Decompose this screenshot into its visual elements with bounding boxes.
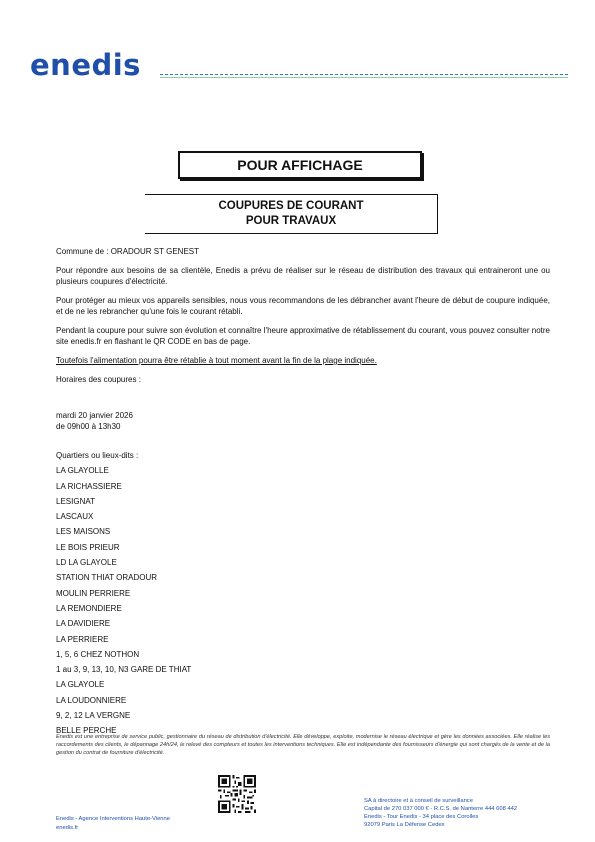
- commune-line: Commune de : ORADOUR ST GENEST: [56, 247, 199, 256]
- list-item: BELLE PERCHE: [56, 726, 117, 736]
- list-item: LE BOIS PRIEUR: [56, 542, 120, 552]
- list-item: LA DAVIDIERE: [56, 619, 111, 629]
- list-item: LA REMONDIERE: [56, 603, 122, 613]
- outage-date: mardi 20 janvier 2026: [56, 411, 133, 420]
- notice-body: [56, 246, 550, 393]
- list-item: LA GLAYOLLE: [56, 466, 109, 476]
- list-item: LESIGNAT: [56, 496, 95, 506]
- agency-info: [56, 815, 170, 833]
- enedis-logo: enedis: [30, 48, 141, 82]
- list-item: LA RICHASSIERE: [56, 481, 122, 491]
- list-item: LA GLAYOLE: [56, 680, 105, 690]
- horaires-label: Horaires des coupures :: [56, 375, 141, 384]
- company-line-2: Capital de 270 037 000 € - R.C.S. de Nanterre 444 608 442: [364, 806, 518, 812]
- outage-schedule: [56, 410, 133, 432]
- list-item: MOULIN PERRIERE: [56, 588, 131, 598]
- list-item: LD LA GLAYOLE: [56, 558, 117, 568]
- outage-time: de 09h00 à 13h30: [56, 422, 121, 431]
- agency-name: Enedis - Agence Interventions Haute-Vienne: [56, 816, 170, 822]
- company-info: [364, 797, 517, 829]
- header-divider-accent: [160, 77, 568, 78]
- quartiers-list: [56, 448, 191, 739]
- subtitle-line-1: COUPURES DE COURANT: [218, 200, 364, 212]
- quartiers-label: Quartiers ou lieux-dits :: [56, 451, 139, 460]
- page-title: POUR AFFICHAGE: [178, 151, 422, 179]
- list-item: STATION THIAT ORADOUR: [56, 573, 158, 583]
- subtitle-box: [145, 194, 438, 234]
- list-item: 9, 2, 12 LA VERGNE: [56, 711, 131, 721]
- list-item: LA LOUDONNIERE: [56, 695, 127, 705]
- paragraph-protection: Pour protéger au mieux vos appareils sensibles, nous vous recommandons de les débrancher avant l'heure de début de coupure indiquée, et de ne les rebrancher qu'une fois le courant rétabli.: [56, 296, 550, 316]
- list-item: 1, 5, 6 CHEZ NOTHON: [56, 649, 140, 659]
- subtitle-line-2: POUR TRAVAUX: [245, 215, 337, 227]
- paragraph-qr-info: Pendant la coupure pour suivre son évolution et connaître l'heure approximative de rétablissement du courant, vous pouvez consulter notre site enedis.fr en flashant le QR CODE en bas de page.: [56, 326, 550, 346]
- company-line-3: Enedis - Tour Enedis - 34 place des Corolles: [364, 814, 479, 820]
- list-item: LES MAISONS: [56, 527, 111, 537]
- list-item: LASCAUX: [56, 512, 94, 522]
- website-link[interactable]: enedis.fr: [56, 825, 79, 831]
- company-line-4: 92079 Paris La Défense Cedex: [364, 822, 445, 828]
- company-line-1: SA à directoire et à conseil de surveillance: [364, 798, 473, 804]
- list-item: 1 au 3, 9, 13, 10, N3 GARE DE THIAT: [56, 665, 192, 675]
- paragraph-intro: Pour répondre aux besoins de sa clientèle, Enedis a prévu de réaliser sur le réseau de distribution des travaux qui entraineront une ou plusieurs coupures d'électricité.: [56, 266, 550, 286]
- list-item: LA PERRIERE: [56, 634, 109, 644]
- qr-code-icon[interactable]: [218, 775, 256, 813]
- legal-notice: Enedis est une entreprise de service public, gestionnaire du réseau de distribution d'électricité. Elle développe, exploite, modernise le réseau électrique et gère les données associées. Elle réalise les raccordements des clients, le dépannage 24h/24, le relevé des compteurs et toutes les interventions techniques. Elle est indépendante des fournisseurs d'énergie qui sont chargés de la vente et de la gestion du contrat de fourniture d'électricité.: [56, 734, 550, 756]
- header-divider: [160, 74, 568, 75]
- paragraph-warning: Toutefois l'alimentation pourra être rétablie à tout moment avant la fin de la plage indiquée.: [56, 356, 377, 365]
